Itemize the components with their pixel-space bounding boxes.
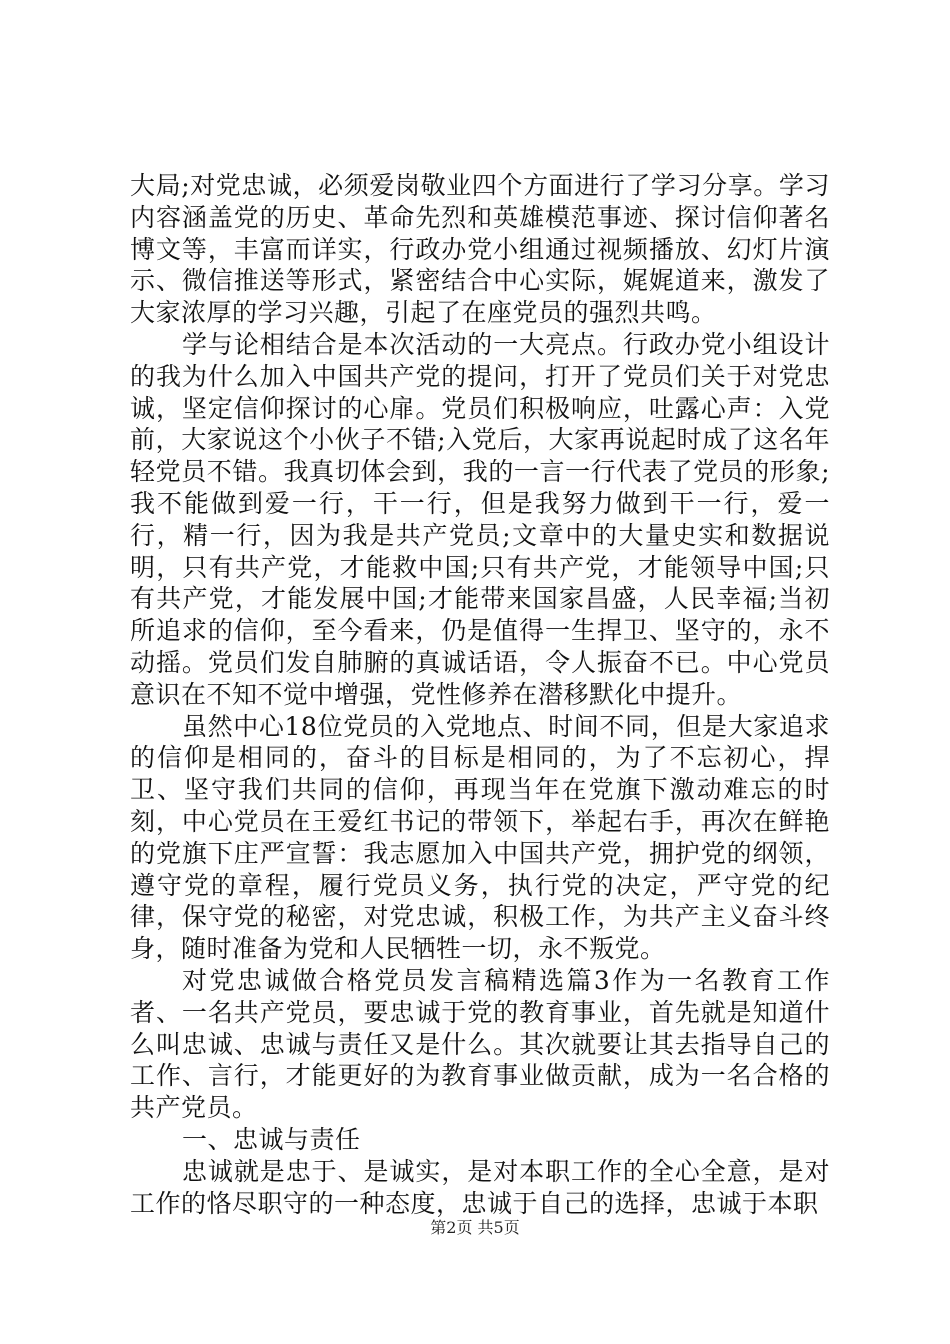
- paragraph-2: 学与论相结合是本次活动的一大亮点。行政办党小组设计的我为什么加入中国共产党的提问，打开了党员们关于对党忠诚，坚定信仰探讨的心扉。党员们积极响应，吐露心声：入党前，大家说这个小伙子不错;入党后，大家再说起时成了这名年轻党员不错。我真切体会到，我的一言一行代表了党员的形象;我不能做到爱一行，干一行，但是我努力做到干一行，爱一行，精一行，因为我是共产党员;文章中的大量史实和数据说明，只有共产党，才能救中国;只有共产党，才能领导中国;只有共产党，才能发展中国;才能带来国家昌盛，人民幸福;当初所追求的信仰，至今看来，仍是值得一生捍卫、坚守的，永不动摇。党员们发自肺腑的真诚话语，令人振奋不已。中心党员意识在不知不觉中增强，党性修养在潜移默化中提升。: [130, 329, 830, 709]
- paragraph-3: 虽然中心18位党员的入党地点、时间不同，但是大家追求的信仰是相同的，奋斗的目标是相同的，为了不忘初心，捍卫、坚守我们共同的信仰，再现当年在党旗下激动难忘的时刻，中心党员在王爱红书记的带领下，举起右手，再次在鲜艳的党旗下庄严宣誓：我志愿加入中国共产党，拥护党的纲领，遵守党的章程，履行党员义务，执行党的决定，严守党的纪律，保守党的秘密，对党忠诚，积极工作，为共产主义奋斗终身，随时准备为党和人民牺牲一切，永不叛党。: [130, 711, 830, 964]
- page-footer: 第2页 共5页: [430, 1218, 520, 1237]
- paragraph-1: 大局;对党忠诚，必须爱岗敬业四个方面进行了学习分享。学习内容涵盖党的历史、革命先烈和英雄模范事迹、探讨信仰著名博文等，丰富而详实，行政办党小组通过视频播放、幻灯片演示、微信推送等形式，紧密结合中心实际，娓娓道来，激发了大家浓厚的学习兴趣，引起了在座党员的强烈共鸣。: [130, 171, 830, 328]
- paragraph-5: 忠诚就是忠于、是诚实，是对本职工作的全心全意，是对工作的恪尽职守的一种态度，忠诚于自己的选择，忠诚于本职: [130, 1156, 830, 1218]
- paragraph-4: 对党忠诚做合格党员发言稿精选篇3作为一名教育工作者、一名共产党员，要忠诚于党的教育事业，首先就是知道什么叫忠诚、忠诚与责任又是什么。其次就要让其去指导自己的工作、言行，才能更好的为教育事业做贡献，成为一名合格的共产党员。: [130, 965, 830, 1123]
- document-body: [130, 170, 830, 1219]
- section-heading: 一、忠诚与责任: [182, 1124, 361, 1154]
